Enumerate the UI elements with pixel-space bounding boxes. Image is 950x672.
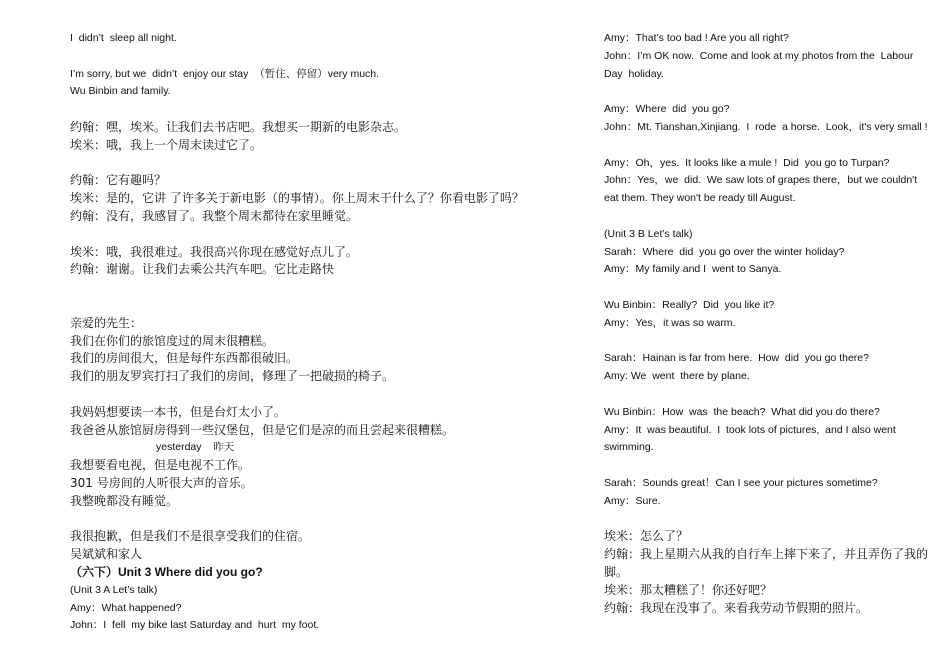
text-line: 我们的朋友罗宾打扫了我们的房间，修理了一把破损的椅子。 — [70, 369, 395, 384]
text-line: 我们在你们的旅馆度过的周末很糟糕。 — [70, 333, 275, 348]
text-line: 约翰：它有趣吗？ — [70, 173, 167, 188]
text-line: Amy：Sure. — [604, 494, 661, 507]
text-line: 约翰：我上星期六从我的自行车上摔下来了，并且弄伤了我的脚。 — [604, 547, 929, 579]
left-column — [70, 30, 570, 635]
text-line: Amy：Oh，yes. It looks like a mule ! Did you go to Turpan? — [604, 156, 890, 169]
paragraph-spacer — [70, 48, 570, 66]
text-line: John：I fell my bike last Saturday and hurt my foot. — [70, 619, 320, 632]
text-line: yesterday 昨天 — [156, 441, 235, 454]
paragraph-spacer — [604, 208, 932, 226]
text-line: 埃米：是的，它讲 了许多关于新电影（的事情）。你上周末干什么了？你看电影了吗？ — [70, 191, 524, 206]
paragraph-spacer — [604, 279, 932, 297]
text-line: Wu Binbin：Really? Did you like it? — [604, 298, 775, 311]
paragraph-spacer — [604, 137, 932, 155]
paragraph-spacer — [70, 279, 570, 315]
text-line: 我很抱歉，但是我们不是很享受我们的住宿。 — [70, 529, 311, 544]
text-line: Sarah：Where did you go over the winter holiday? — [604, 245, 845, 258]
text-line: 我爸爸从旅馆厨房得到一些汉堡包，但是它们是凉的而且尝起来很糟糕。 — [70, 422, 455, 437]
paragraph-spacer — [70, 226, 570, 244]
text-line: Amy：Where did you go? — [604, 103, 730, 116]
paragraph-spacer — [604, 83, 932, 101]
paragraph-spacer — [70, 101, 570, 119]
text-line: 吴斌斌和家人 — [70, 547, 143, 562]
text-line: Amy：My family and I went to Sanya. — [604, 263, 782, 276]
section-heading: （六下）Unit 3 Where did you go? — [70, 564, 263, 579]
paragraph-spacer — [604, 457, 932, 475]
text-line: Amy：Yes，it was so warm. — [604, 316, 736, 329]
text-line: 约翰：嘿，埃米。让我们去书店吧。我想买一期新的电影杂志。 — [70, 119, 407, 134]
text-line: Amy：What happened? — [70, 601, 182, 614]
text-line: Amy：That’s too bad ! Are you all right? — [604, 32, 789, 44]
text-line: John：I’m OK now. Come and look at my photos from the Labour Day holiday. — [604, 49, 917, 80]
text-line: 约翰：我现在没事了。来看我劳动节假期的照片。 — [604, 600, 869, 615]
text-line: I didn’t sleep all night. — [70, 32, 177, 44]
text-line: 埃米：怎么了？ — [604, 529, 689, 544]
text-line: Amy: We went there by plane. — [604, 370, 750, 383]
text-line: Wu Binbin：How was the beach? What did you do there? — [604, 405, 880, 418]
text-line: Wu Binbin and family. — [70, 85, 171, 98]
text-line: Amy：It was beautiful. I took lots of pictures, and I also went swimming. — [604, 423, 899, 454]
text-line: I’m sorry, but we didn’t enjoy our stay （暂住、停留）very much. — [70, 67, 380, 80]
text-line: 约翰：谢谢。让我们去乘公共汽车吧。它比走路快 — [70, 262, 335, 277]
right-column — [604, 30, 932, 617]
text-line: 埃米：那太糟糕了！你还好吧？ — [604, 582, 773, 597]
text-line: 301 号房间的人听很大声的音乐。 — [70, 475, 253, 490]
text-line: John：Mt. Tianshan,Xinjiang. I rode a horse. Look，it's very small ! — [604, 120, 928, 133]
paragraph-spacer — [70, 511, 570, 529]
text-line: (Unit 3 B Let’s talk) — [604, 227, 693, 240]
paragraph-spacer — [604, 386, 932, 404]
paragraph-spacer — [70, 386, 570, 404]
text-line: 我妈妈想要读一本书，但是台灯太小了。 — [70, 404, 287, 419]
text-line: Sarah：Hainan is far from here. How did you go there? — [604, 352, 869, 365]
text-line: 我整晚都没有睡觉。 — [70, 493, 179, 508]
paragraph-spacer — [70, 155, 570, 173]
text-line: 约翰：没有，我感冒了。我整个周末都待在家里睡觉。 — [70, 208, 359, 223]
text-line: 我想要看电视，但是电视不工作。 — [70, 458, 251, 473]
paragraph-spacer — [604, 511, 932, 529]
text-line: 埃米：哦，我上一个周末读过它了。 — [70, 137, 263, 152]
text-line: 我们的房间很大，但是每件东西都很破旧。 — [70, 351, 299, 366]
text-line: 亲爱的先生： — [70, 315, 143, 330]
text-line: 埃米：哦，我很难过。我很高兴你现在感觉好点儿了。 — [70, 244, 359, 259]
paragraph-spacer — [604, 333, 932, 351]
text-line: John：Yes，we did. We saw lots of grapes there，but we couldn't eat them. They won't be ready till August. — [604, 174, 921, 205]
text-line: (Unit 3 A Let’s talk) — [70, 583, 158, 596]
text-line: Sarah：Sounds great！Can I see your pictures sometime? — [604, 476, 878, 489]
